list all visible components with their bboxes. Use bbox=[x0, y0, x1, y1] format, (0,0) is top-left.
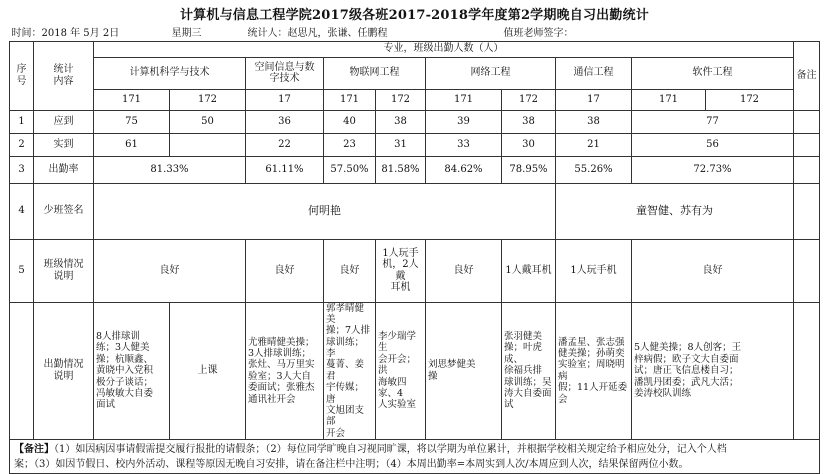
remark-cell bbox=[794, 183, 820, 239]
page-title: 计算机与信息工程学院2017级各班2017-2018学年度第2学期晚自习出勤统计 bbox=[180, 8, 649, 23]
row-label: 出勤情况 说明 bbox=[34, 302, 94, 440]
class-code: 172 bbox=[706, 89, 794, 110]
major-software: 软件工程 bbox=[632, 57, 794, 89]
cell-value: 38 bbox=[502, 110, 556, 133]
class-note: 良好 bbox=[94, 239, 246, 302]
class-note: 1人戴耳机 bbox=[502, 239, 556, 302]
remark-cell bbox=[794, 302, 820, 440]
notes-line-1 bbox=[14, 442, 815, 457]
class-note: 良好 bbox=[324, 239, 376, 302]
header-remark: 备注 bbox=[794, 41, 820, 110]
cell-value: 75 bbox=[94, 110, 170, 133]
class-code: 17 bbox=[246, 89, 324, 110]
row-label: 实到 bbox=[34, 133, 94, 156]
remark-cell bbox=[794, 156, 820, 183]
remark-cell bbox=[794, 133, 820, 156]
attendance-note: 刘思梦健美 操 bbox=[426, 302, 502, 440]
table-row bbox=[10, 183, 820, 239]
monitor-signature: 何明艳 bbox=[94, 183, 556, 239]
cell-value: 22 bbox=[246, 133, 324, 156]
cell-value: 57.50% bbox=[324, 156, 376, 183]
cell-value: 36 bbox=[246, 110, 324, 133]
row-number: 1 bbox=[10, 110, 34, 133]
major-network: 网络工程 bbox=[426, 57, 556, 89]
cell-value: 77 bbox=[632, 110, 794, 133]
cell-value: 56 bbox=[632, 133, 794, 156]
cell-value: 23 bbox=[324, 133, 376, 156]
cell-value: 81.58% bbox=[376, 156, 426, 183]
major-cs: 计算机科学与技术 bbox=[94, 57, 246, 89]
header-row-majors bbox=[10, 57, 820, 89]
attendance-note: 郭孝晴健美 操；7人排 球训练；李 蔓菁、姜君 宇传媒；唐 文旭团支部 开会 bbox=[324, 302, 376, 440]
cell-value: 55.26% bbox=[556, 156, 632, 183]
cell-value: 72.73% bbox=[632, 156, 794, 183]
header-row-classes bbox=[10, 89, 820, 110]
row-label: 班级情况 说明 bbox=[34, 239, 94, 302]
row-number: 5 bbox=[10, 239, 34, 302]
header-group: 专业，班级出勤人数（人） bbox=[94, 41, 794, 57]
table-row bbox=[10, 110, 820, 133]
cell-value: 40 bbox=[324, 110, 376, 133]
class-code: 172 bbox=[502, 89, 556, 110]
class-code: 171 bbox=[94, 89, 170, 110]
class-code: 172 bbox=[376, 89, 426, 110]
attendance-note: 李少瑞学生 会开会；洪 海敏四家、4 人实验室 bbox=[376, 302, 426, 440]
table-row bbox=[10, 133, 820, 156]
cell-value: 78.95% bbox=[502, 156, 556, 183]
date-field: 时间：2018 年 5月 2日 bbox=[10, 27, 170, 41]
row-number: 2 bbox=[10, 133, 34, 156]
class-note: 良好 bbox=[426, 239, 502, 302]
remark-cell bbox=[794, 110, 820, 133]
attendance-table bbox=[9, 27, 820, 474]
notes-label: 【备注】 bbox=[14, 443, 54, 455]
attendance-note: 8人排球训 练；3人健美 操；杭顺鑫、 黄晓中入党积 极分子谈话； 冯敏敏大自委 面试 bbox=[94, 302, 170, 440]
row-label: 应到 bbox=[34, 110, 94, 133]
table-row bbox=[10, 239, 820, 302]
cell-value: 84.62% bbox=[426, 156, 502, 183]
major-iot: 物联网工程 bbox=[324, 57, 426, 89]
cell-value: 21 bbox=[556, 133, 632, 156]
monitor-signature: 童智健、苏有为 bbox=[556, 183, 794, 239]
attendance-note: 张羽健美 操；叶虎成、 徐福兵排 球训练；吴 涛大自委面 试 bbox=[502, 302, 556, 440]
row-number: 3 bbox=[10, 156, 34, 183]
cell-value: 31 bbox=[376, 133, 426, 156]
class-note: 良好 bbox=[246, 239, 324, 302]
statistician-field: 统计人：赵思凡，张谦、任鹏程 bbox=[246, 27, 502, 41]
row-label: 少班签名 bbox=[34, 183, 94, 239]
class-code: 171 bbox=[632, 89, 706, 110]
cell-value: 61.11% bbox=[246, 156, 324, 183]
remark-cell bbox=[794, 239, 820, 302]
table-row bbox=[10, 156, 820, 183]
attendance-note: 5人健美操；8人创客；王 梓病假；欧子文大自委面 试；唐正飞信息楼自习； 潘凯丹团委；武凡大活； 姜涛校队训练 bbox=[632, 302, 794, 440]
header-content: 统计 内容 bbox=[34, 41, 94, 110]
row-label: 出勤率 bbox=[34, 156, 94, 183]
notes-line-2: 案；（3）如因节假日、校内外活动、课程等原因无晚自习安排，请在备注栏中注明；（4）本周出勤率=本周实到人次/本周应到人次，结果保留两位小数。 bbox=[14, 458, 689, 470]
table-row bbox=[10, 302, 820, 440]
duty-teacher-signature: 值班老师签字： bbox=[502, 27, 820, 41]
attendance-note: 潘孟星、张志强 健美操；孙萌奕 实验室；周晓明病 假；11人开延委 会 bbox=[556, 302, 632, 440]
cell-value: 38 bbox=[556, 110, 632, 133]
attendance-note: 上课 bbox=[170, 302, 246, 440]
header-seq: 序号 bbox=[10, 41, 34, 110]
cell-value: 33 bbox=[426, 133, 502, 156]
class-note: 1人玩手 机，2人戴 耳机 bbox=[376, 239, 426, 302]
attendance-note: 尤雅晴健美操； 3人排球训练； 张灶、马万里实 验室；3人大自 委面试；张雅杰 通讯社开会 bbox=[246, 302, 324, 440]
class-note: 良好 bbox=[632, 239, 794, 302]
class-code: 172 bbox=[170, 89, 246, 110]
weekday-field: 星期三 bbox=[170, 27, 246, 41]
class-code: 17 bbox=[556, 89, 632, 110]
cell-value: 39 bbox=[426, 110, 502, 133]
cell-value: 38 bbox=[376, 110, 426, 133]
header-row-group bbox=[10, 41, 820, 57]
major-comm: 通信工程 bbox=[556, 57, 632, 89]
class-code: 171 bbox=[426, 89, 502, 110]
row-number: 4 bbox=[10, 183, 34, 239]
cell-value: 50 bbox=[170, 110, 246, 133]
cell-value: 61 bbox=[94, 133, 170, 156]
row-number bbox=[10, 302, 34, 440]
cell-value bbox=[170, 133, 246, 156]
class-note: 1人玩手机 bbox=[556, 239, 632, 302]
major-spatial: 空间信息与数 字技术 bbox=[246, 57, 324, 89]
notes-text: （1）如因病因事请假需提交履行报批的请假条；（2）每位同学旷晚自习视同旷课，将以学期为单位累计，并根据学校相关规定给予相应处分，记入个人档 bbox=[54, 443, 727, 455]
cell-value: 81.33% bbox=[94, 156, 246, 183]
class-code: 171 bbox=[324, 89, 376, 110]
cell-value: 30 bbox=[502, 133, 556, 156]
info-row bbox=[10, 27, 820, 41]
